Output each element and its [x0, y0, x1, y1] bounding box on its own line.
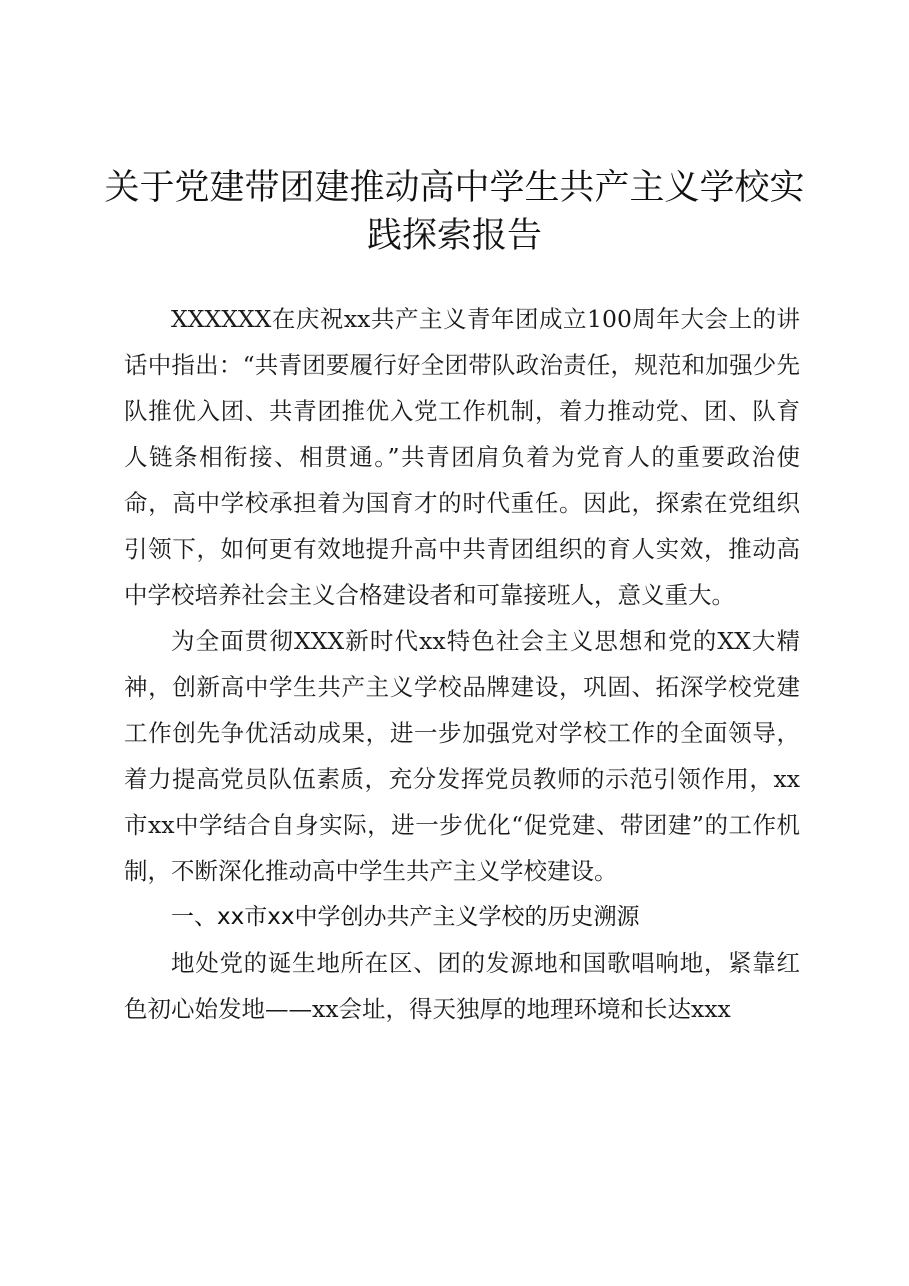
paragraph-implementation: 为全面贯彻XXX新时代xx特色社会主义思想和党的XX大精神，创新高中学生共产主义学校品牌建设，巩固、拓深学校党建工作创先争优活动成果，进一步加强党对学校工作的全面领导，着力提高党员队伍素质，充分发挥党员教师的示范引领作用，xx市xx中学结合自身实际，进一步优化“促党建、带团建”的工作机制，不断深化推动高中学生共产主义学校建设。 — [124, 627, 800, 885]
paragraph-section-one: 地处党的诞生地所在区、团的发源地和国歌唱响地，紧靠红色初心始发地——xx会址，得天独厚的地理环境和长达xxx — [124, 949, 800, 1023]
section-heading: 一、xx市xx中学创办共产主义学校的历史溯源 — [171, 904, 640, 930]
paragraph-intro: XXXXXX在庆祝xx共产主义青年团成立100周年大会上的讲话中指出：“共青团要履行好全团带队政治责任，规范和加强少先队推优入团、共青团推优入党工作机制，着力推动党、团、队育人链条相衔接、相贯通。”共青团肩负着为党育人的重要政治使命，高中学校承担着为国育才的时代重任。因此，探索在党组织引领下，如何更有效地提升高中共青团组织的育人实效，推动高中学校培养社会主义合格建设者和可靠接班人，意义重大。 — [124, 305, 800, 609]
document-title: 关于党建带团建推动高中学生共产主义学校实践探索报告 — [104, 168, 805, 256]
document-body — [124, 296, 800, 1032]
